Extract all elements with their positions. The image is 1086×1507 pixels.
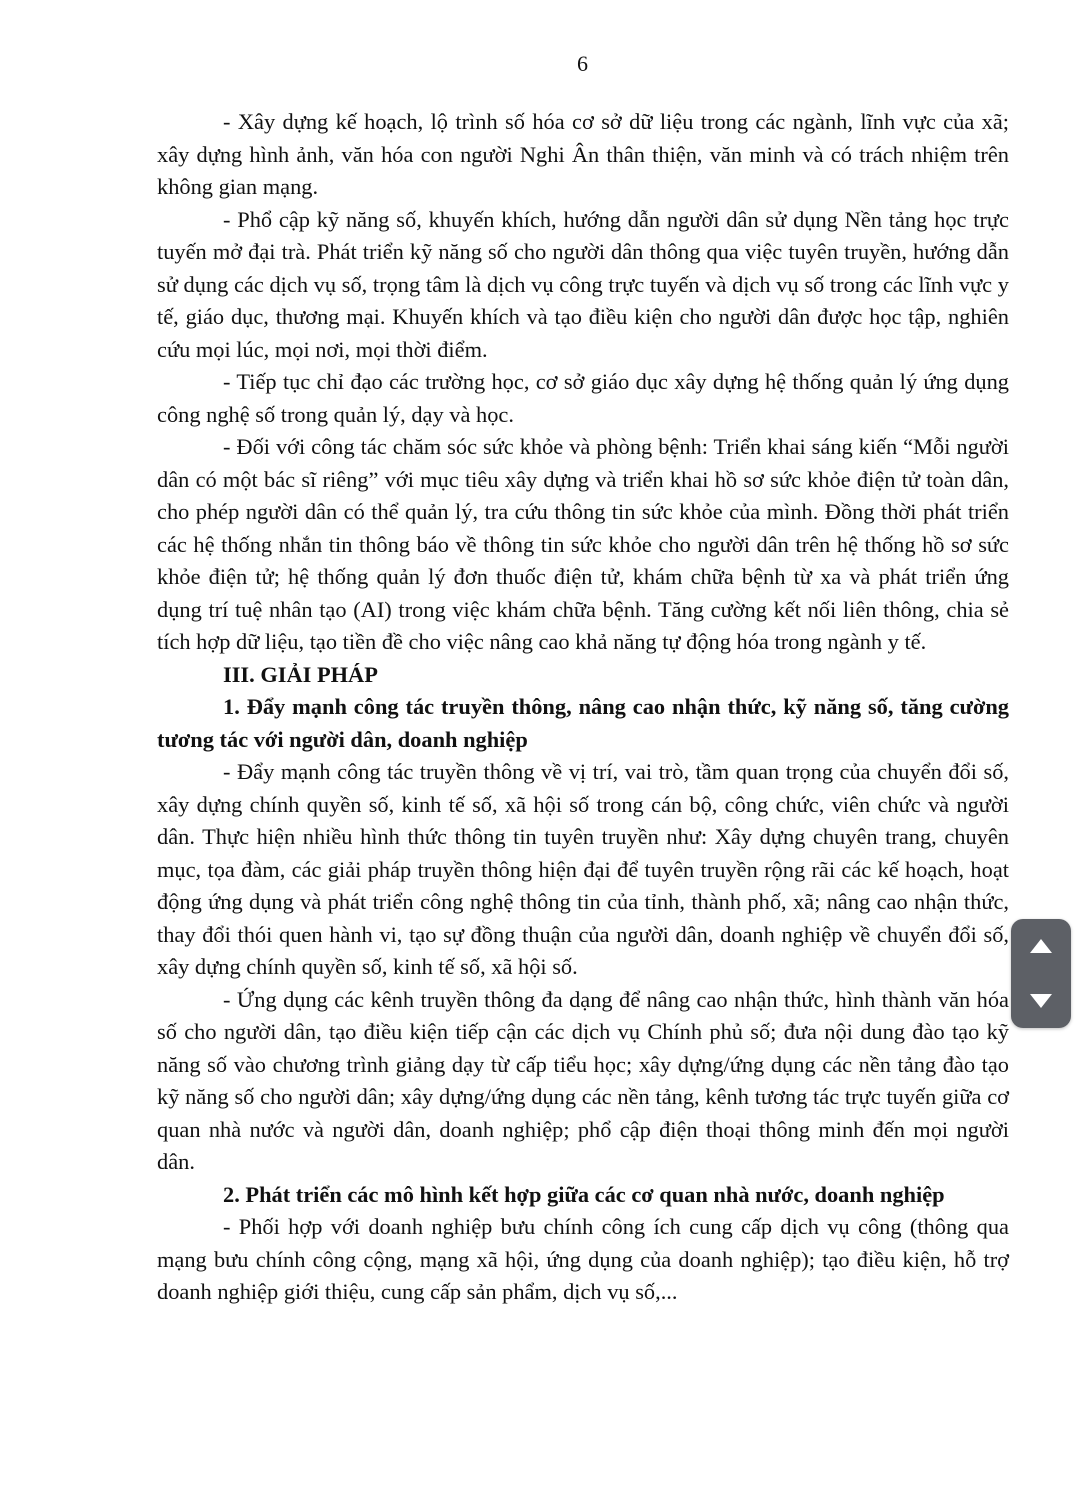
paragraph-digital-skills-popularization: - Phổ cập kỹ năng số, khuyến khích, hướng dẫn người dân sử dụng Nền tảng học trực tuyến mở đại trà. Phát triển kỹ năng số cho người dân thông qua việc tuyên truyền, hướng dẫn sử dụng các dịch vụ số, trọng tâm là dịch vụ công trực tuyến và dịch vụ số trong các lĩnh vực y tế, giáo dục, thương mại. Khuyến khích và tạo điều kiện cho người dân được học tập, nghiên cứu mọi lúc, mọi nơi, mọi thời điểm. [157,206,1009,362]
paragraph-postal-enterprise-cooperation: - Phối hợp với doanh nghiệp bưu chính công ích cung cấp dịch vụ công (thông qua mạng bưu chính công cộng, mạng xã hội, ứng dụng của doanh nghiệp); tạo điều kiện, hỗ trợ doanh nghiệp giới thiệu, cung cấp sản phẩm, dịch vụ số,... [157,1214,1009,1304]
scroll-down-button[interactable] [1011,974,1071,1028]
section-heading-solutions: III. GIẢI PHÁP [223,661,378,687]
paragraph-healthcare-initiative: - Đối với công tác chăm sóc sức khỏe và phòng bệnh: Triển khai sáng kiến “Mỗi người dân có một bác sĩ riêng” với mục tiêu xây dựng và triển khai hồ sơ sức khỏe điện tử toàn dân, cho phép người dân có thể quản lý, tra cứu thông tin sức khỏe của mình. Đồng thời phát triển các hệ thống nhắn tin thông báo về thông tin sức khỏe cho người dân trên hệ thống hồ sơ sức khỏe điện tử; hệ thống quản lý đơn thuốc điện tử, khám chữa bệnh từ xa và phát triển ứng dụng trí tuệ nhân tạo (AI) trong việc khám chữa bệnh. Tăng cường kết nối liên thông, chia sẻ tích hợp dữ liệu, tạo tiền đề cho việc nâng cao khả năng tự động hóa trong ngành y tế. [157,434,1009,654]
page-number: 6 [577,51,588,76]
paragraph-promote-communication: - Đẩy mạnh công tác truyền thông về vị trí, vai trò, tầm quan trọng của chuyển đổi số, xây dựng chính quyền số, kinh tế số, xã hội số trong cán bộ, công chức, viên chức và người dân. Thực hiện nhiều hình thức thông tin tuyên truyền như: Xây dựng chuyên trang, chuyên mục, tọa đàm, các giải pháp truyền thông hiện đại để tuyên truyền rộng rãi các kế hoạch, hoạt động ứng dụng và phát triển công nghệ thông tin của tỉnh, thành phố, xã; nâng cao nhận thức, thay đổi thói quen hành vi, tạo sự đồng thuận của người dân, doanh nghiệp về chuyển đổi số, xây dựng chính quyền số, kinh tế số, xã hội số. [157,759,1009,979]
paragraph-schools-management-system: - Tiếp tục chỉ đạo các trường học, cơ sở giáo dục xây dựng hệ thống quản lý ứng dụng công nghệ số trong quản lý, dạy và học. [157,369,1009,427]
subheading-cooperation-models: 2. Phát triển các mô hình kết hợp giữa các cơ quan nhà nước, doanh nghiệp [223,1181,945,1207]
paragraph-diverse-channels: - Ứng dụng các kênh truyền thông đa dạng để nâng cao nhận thức, hình thành văn hóa số cho người dân, tạo điều kiện tiếp cận các dịch vụ Chính phủ số; đưa nội dung đào tạo kỹ năng số vào chương trình giảng dạy từ cấp tiểu học; xây dựng/ứng dụng các nền tảng đào tạo kỹ năng số cho người dân; xây dựng/ứng dụng các nền tảng, kênh tương tác trực tuyến giữa cơ quan nhà nước và người dân, doanh nghiệp; phổ cập điện thoại thông minh đến mọi người dân. [157,986,1009,1174]
page-scroll-control [1011,919,1071,1028]
subheading-communication-awareness: 1. Đẩy mạnh công tác truyền thông, nâng cao nhận thức, kỹ năng số, tăng cường tương tác với người dân, doanh nghiệp [157,694,1009,752]
document-body [157,106,1009,1309]
scroll-up-button[interactable] [1011,919,1071,973]
paragraph-digitize-database-plan: - Xây dựng kế hoạch, lộ trình số hóa cơ sở dữ liệu trong các ngành, lĩnh vực của xã; xây dựng hình ảnh, văn hóa con người Nghi Ân thân thiện, văn minh và có trách nhiệm trên không gian mạng. [157,109,1009,199]
